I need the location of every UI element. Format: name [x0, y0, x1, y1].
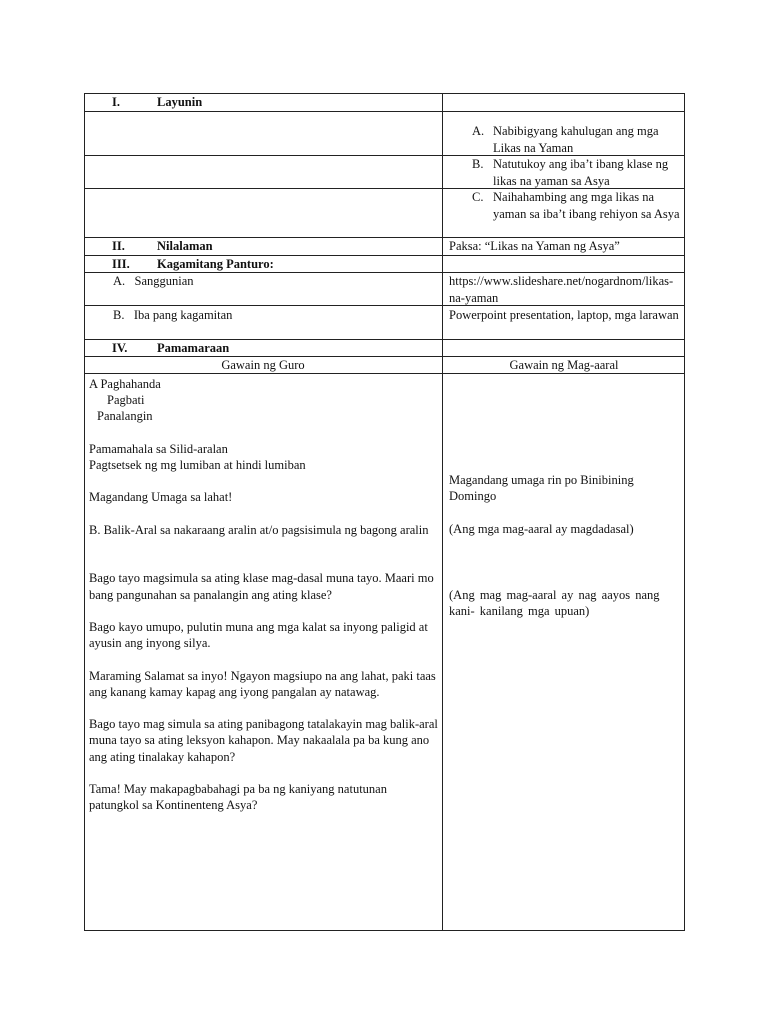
section-number: I. — [112, 95, 120, 109]
column-header-guro: Gawain ng Guro — [221, 358, 305, 372]
sanggunian-link[interactable]: https://www.slideshare.net/nogardnom/likas-na-yaman — [449, 274, 674, 305]
attendance-instruction: Maraming Salamat sa inyo! Ngayon magsiupo na ang lahat, paki taas ang kanang kamay kapag ang iyong pangalan ay natawag. — [89, 668, 436, 699]
section-number: IV. — [112, 341, 128, 355]
iba-pang-kagamitan-value: Powerpoint presentation, laptop, mga larawan — [449, 308, 679, 322]
paksa-text: Paksa: “Likas na Yaman ng Asya” — [449, 239, 620, 253]
asya-question: Tama! May makapagbabahagi pa ba ng kaniyang natutunan patungkol sa Kontinenteng Asya? — [89, 781, 387, 813]
section-heading-nilalaman: Nilalaman — [157, 239, 213, 253]
panalangin-instruction: Bago tayo magsimula sa ating klase mag-dasal muna tayo. Maari mo bang pangunahan sa panalangin ang ating klase? — [89, 571, 434, 602]
balik-aral-question: Bago tayo mag simula sa ating panibagong tatalakayin mag balik-aral muna tayo sa ating leksyon kahapon. May nakaalala pa ba kung ano ang ating tinalakay kahapon? — [89, 717, 438, 764]
column-divider — [442, 93, 443, 931]
sanggunian-label: A. Sanggunian — [113, 274, 194, 288]
sagot-pagbati: Magandang umaga rin po Binibining Domingo — [449, 473, 634, 504]
pagbati-guro-text: Magandang Umaga sa lahat! — [89, 490, 233, 505]
objective-text: Naihahambing ang mga likas na yaman sa iba’t ibang rehiyon sa Asya — [493, 190, 680, 221]
objective-marker: B. — [472, 157, 484, 171]
objective-item — [472, 189, 684, 222]
sagot-ayos: (Ang mag mag-aaral ay nag aayos nang kani- kanilang mga upuan) — [449, 588, 660, 619]
column-header-magaaral: Gawain ng Mag-aaral — [509, 358, 619, 372]
objective-text: Nabibigyang kahulugan ang mga Likas na Yaman — [493, 124, 659, 155]
gawain-guro-content — [89, 376, 439, 813]
section-heading-kagamitan: Kagamitang Panturo: — [157, 257, 274, 271]
section-heading-pamamaraan: Pamamaraan — [157, 341, 230, 355]
row-divider — [84, 111, 685, 112]
panalangin-text: Panalangin — [97, 409, 153, 424]
section-heading-layunin: Layunin — [157, 95, 203, 109]
objective-item — [472, 156, 684, 189]
sagot-dasal: (Ang mga mag-aaral ay magdadasal) — [449, 522, 634, 536]
objective-marker: A. — [472, 124, 485, 138]
objective-marker: C. — [472, 190, 484, 204]
objective-item — [472, 123, 684, 156]
paghahanda-heading: A Paghahanda — [89, 377, 161, 391]
ayos-instruction: Bago kayo umupo, pulutin muna ang mga kalat sa inyong paligid at ayusin ang inyong silya. — [89, 619, 428, 651]
pagbati-text: Pagbati — [107, 393, 145, 408]
iba-pang-kagamitan-label: B. Iba pang kagamitan — [113, 308, 233, 322]
pagtsetsek-text: Pagtsetsek ng mg lumiban at hindi lumiban — [89, 458, 306, 472]
pamamahala-text: Pamamahala sa Silid-aralan — [89, 441, 228, 456]
section-number: III. — [112, 257, 130, 271]
objective-text: Natutukoy ang iba’t ibang klase ng likas na yaman sa Asya — [493, 157, 669, 188]
section-number: II. — [112, 239, 125, 253]
balik-aral-heading: B. Balik-Aral sa nakaraang aralin at/o pagsisimula ng bagong aralin — [89, 522, 429, 537]
